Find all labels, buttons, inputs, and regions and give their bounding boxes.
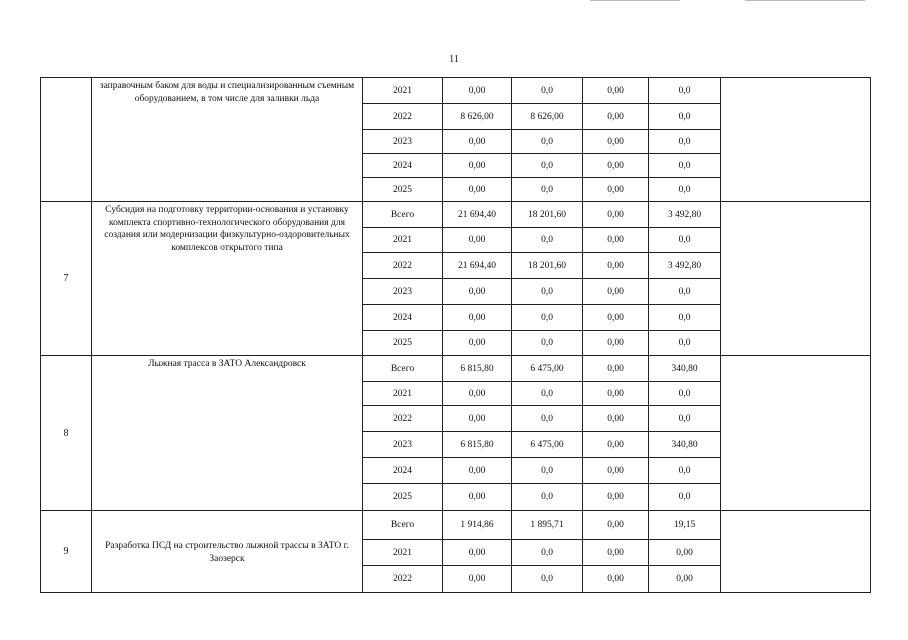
period-cell: 2021: [363, 228, 443, 253]
regional-budget-cell: 0,00: [583, 279, 649, 305]
federal-budget-cell: 0,0: [512, 228, 583, 253]
period-cell: 2021: [363, 540, 443, 566]
period-cell: 2023: [363, 279, 443, 305]
total-cell: 21 694,40: [443, 202, 512, 228]
local-budget-cell: 3 492,80: [649, 202, 721, 228]
period-cell: Всего: [363, 356, 443, 382]
total-cell: 6 815,80: [443, 432, 512, 458]
regional-budget-cell: 0,00: [583, 432, 649, 458]
table-row: [41, 356, 871, 382]
period-cell: 2025: [363, 331, 443, 356]
period-cell: 2022: [363, 406, 443, 432]
scan-edge-line: [590, 0, 680, 1]
regional-budget-cell: 0,00: [583, 202, 649, 228]
local-budget-cell: 0,0: [649, 178, 721, 202]
local-budget-cell: 0,0: [649, 305, 721, 331]
regional-budget-cell: 0,00: [583, 382, 649, 406]
federal-budget-cell: 0,0: [512, 458, 583, 484]
total-cell: 0,00: [443, 484, 512, 511]
table-row: [41, 202, 871, 228]
total-cell: 0,00: [443, 458, 512, 484]
notes-cell: [721, 202, 871, 356]
measure-description: Субсидия на подготовку территории-основания и установку комплекта спортивно-технологического оборудования для создания или модернизации физкультурно-оздоровительных комплексов открытого типа: [92, 202, 363, 356]
total-cell: 8 626,00: [443, 104, 512, 130]
period-cell: Всего: [363, 511, 443, 540]
regional-budget-cell: 0,00: [583, 178, 649, 202]
federal-budget-cell: 0,0: [512, 78, 583, 104]
regional-budget-cell: 0,00: [583, 484, 649, 511]
regional-budget-cell: 0,00: [583, 511, 649, 540]
regional-budget-cell: 0,00: [583, 406, 649, 432]
federal-budget-cell: 0,0: [512, 331, 583, 356]
federal-budget-cell: 6 475,00: [512, 432, 583, 458]
period-cell: 2021: [363, 382, 443, 406]
regional-budget-cell: 0,00: [583, 331, 649, 356]
federal-budget-cell: 18 201,60: [512, 202, 583, 228]
federal-budget-cell: 18 201,60: [512, 253, 583, 279]
local-budget-cell: 0,0: [649, 130, 721, 154]
total-cell: 0,00: [443, 78, 512, 104]
regional-budget-cell: 0,00: [583, 104, 649, 130]
federal-budget-cell: 0,0: [512, 540, 583, 566]
local-budget-cell: 0,0: [649, 279, 721, 305]
local-budget-cell: 0,0: [649, 78, 721, 104]
federal-budget-cell: 0,0: [512, 305, 583, 331]
row-number: 9: [41, 511, 92, 593]
budget-table: [40, 77, 871, 593]
federal-budget-cell: 0,0: [512, 279, 583, 305]
table-body: [41, 78, 871, 593]
measure-description: заправочным баком для воды и специализированным съемным оборудованием, в том числе для заливки льда: [92, 78, 363, 202]
local-budget-cell: 0,0: [649, 154, 721, 178]
regional-budget-cell: 0,00: [583, 540, 649, 566]
local-budget-cell: 0,00: [649, 540, 721, 566]
total-cell: 0,00: [443, 305, 512, 331]
local-budget-cell: 0,0: [649, 228, 721, 253]
table-row: [41, 511, 871, 540]
total-cell: 1 914,86: [443, 511, 512, 540]
period-cell: 2022: [363, 253, 443, 279]
period-cell: 2022: [363, 566, 443, 593]
row-number: [41, 78, 92, 202]
federal-budget-cell: 0,0: [512, 566, 583, 593]
page-number: 11: [449, 54, 459, 65]
period-cell: 2023: [363, 432, 443, 458]
local-budget-cell: 0,00: [649, 566, 721, 593]
regional-budget-cell: 0,00: [583, 253, 649, 279]
total-cell: 0,00: [443, 382, 512, 406]
local-budget-cell: 0,0: [649, 406, 721, 432]
federal-budget-cell: 0,0: [512, 484, 583, 511]
regional-budget-cell: 0,00: [583, 305, 649, 331]
period-cell: 2024: [363, 154, 443, 178]
federal-budget-cell: 0,0: [512, 406, 583, 432]
regional-budget-cell: 0,00: [583, 566, 649, 593]
federal-budget-cell: 0,0: [512, 382, 583, 406]
local-budget-cell: 0,0: [649, 484, 721, 511]
period-cell: 2022: [363, 104, 443, 130]
total-cell: 0,00: [443, 331, 512, 356]
measure-description: Лыжная трасса в ЗАТО Александровск: [92, 356, 363, 511]
notes-cell: [721, 356, 871, 511]
local-budget-cell: 0,0: [649, 382, 721, 406]
total-cell: 0,00: [443, 540, 512, 566]
federal-budget-cell: 6 475,00: [512, 356, 583, 382]
local-budget-cell: 0,0: [649, 104, 721, 130]
regional-budget-cell: 0,00: [583, 78, 649, 104]
period-cell: 2024: [363, 458, 443, 484]
federal-budget-cell: 0,0: [512, 178, 583, 202]
regional-budget-cell: 0,00: [583, 458, 649, 484]
row-number: 8: [41, 356, 92, 511]
notes-cell: [721, 511, 871, 593]
total-cell: 21 694,40: [443, 253, 512, 279]
federal-budget-cell: 8 626,00: [512, 104, 583, 130]
federal-budget-cell: 0,0: [512, 130, 583, 154]
row-number: 7: [41, 202, 92, 356]
total-cell: 0,00: [443, 406, 512, 432]
local-budget-cell: 340,80: [649, 432, 721, 458]
regional-budget-cell: 0,00: [583, 130, 649, 154]
total-cell: 0,00: [443, 279, 512, 305]
total-cell: 0,00: [443, 154, 512, 178]
measure-description: Разработка ПСД на строительство лыжной трассы в ЗАТО г. Заозерск: [92, 511, 363, 593]
period-cell: 2025: [363, 484, 443, 511]
regional-budget-cell: 0,00: [583, 154, 649, 178]
total-cell: 0,00: [443, 130, 512, 154]
period-cell: 2023: [363, 130, 443, 154]
regional-budget-cell: 0,00: [583, 228, 649, 253]
total-cell: 0,00: [443, 178, 512, 202]
period-cell: 2021: [363, 78, 443, 104]
notes-cell: [721, 78, 871, 202]
table-row: [41, 78, 871, 104]
period-cell: 2025: [363, 178, 443, 202]
regional-budget-cell: 0,00: [583, 356, 649, 382]
local-budget-cell: 340,80: [649, 356, 721, 382]
total-cell: 0,00: [443, 566, 512, 593]
total-cell: 0,00: [443, 228, 512, 253]
local-budget-cell: 3 492,80: [649, 253, 721, 279]
federal-budget-cell: 1 895,71: [512, 511, 583, 540]
scan-edge-line: [745, 0, 865, 1]
period-cell: 2024: [363, 305, 443, 331]
local-budget-cell: 19,15: [649, 511, 721, 540]
local-budget-cell: 0,0: [649, 458, 721, 484]
federal-budget-cell: 0,0: [512, 154, 583, 178]
total-cell: 6 815,80: [443, 356, 512, 382]
period-cell: Всего: [363, 202, 443, 228]
local-budget-cell: 0,0: [649, 331, 721, 356]
